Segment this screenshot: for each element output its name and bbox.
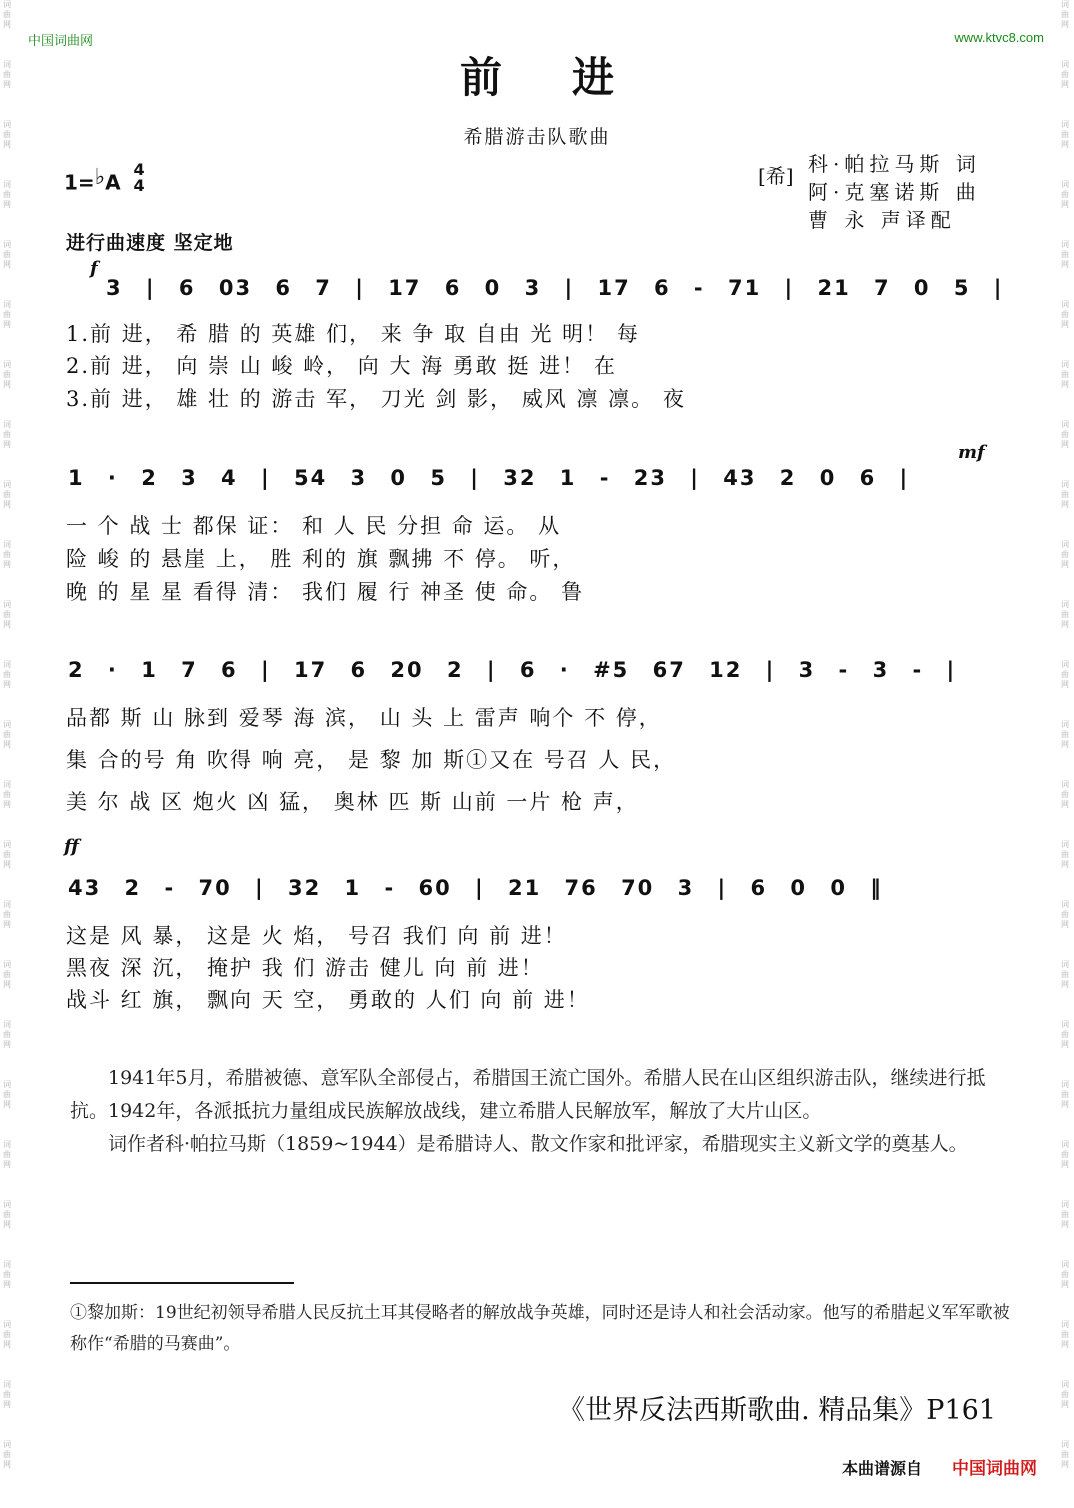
side-watermark-text: 词曲网 [3,1320,11,1349]
lyric-line: 3.前 进， 雄 壮 的 游击 军， 刀光 剑 影， 威风 凛 凛。 夜 [66,387,686,411]
side-watermark-text: 词曲网 [3,960,11,989]
side-watermark-text: 词曲网 [1061,1320,1069,1349]
side-watermark-text: 词曲网 [3,360,11,389]
side-watermark-text: 词曲网 [1061,480,1069,509]
lyric-line: 品都 斯 山 脉到 爱琴 海 滨， 山 头 上 雷声 响个 不 停， [66,706,662,730]
time-signature [134,162,145,194]
side-watermark-text: 词曲网 [3,1080,11,1109]
side-watermark-text: 词曲网 [3,1200,11,1229]
song-title: 前进 [459,53,684,102]
side-watermark-text: 词曲网 [1061,1440,1069,1469]
side-watermark-text: 词曲网 [1061,1020,1069,1049]
side-watermark-text: 词曲网 [3,1020,11,1049]
side-watermark-text: 词曲网 [1061,360,1069,389]
site-name-watermark: 中国词曲网 [28,33,94,48]
song-notes [70,1062,1002,1161]
side-watermark-text: 词曲网 [1061,900,1069,929]
side-watermark-text: 词曲网 [3,1260,11,1289]
tempo-marking: 进行曲速度 坚定地 [66,232,234,254]
credit-origin: [希] [758,164,794,188]
dynamic-ff: ff [64,836,79,857]
notation-line: 3 | 6 03 6 7 | 17 6 0 3 | 17 6 - 71 | 21 7 0 5 | [106,276,1004,300]
side-watermark-text: 词曲网 [3,120,11,149]
lyric-line: 1.前 进， 希 腊 的 英雄 们， 来 争 取 自由 光 明！ 每 [66,322,640,346]
staff-system-4 [60,872,1010,916]
lyric-line: 黑夜 深 沉， 掩护 我 们 游击 健儿 向 前 进！ [66,956,544,980]
side-watermark-text: 词曲网 [1061,960,1069,989]
dynamic-f: f [90,258,98,279]
side-watermark-text: 词曲网 [3,420,11,449]
side-watermark-text: 词曲网 [3,600,11,629]
side-watermark-text: 词曲网 [1061,600,1069,629]
song-subtitle: 希腊游击队歌曲 [463,126,611,148]
side-watermark-text: 词曲网 [1061,420,1069,449]
footnote: ①黎加斯：19世纪初领导希腊人民反抗土耳其侵略者的解放战争英雄，同时还是诗人和社会活动家。他写的希腊起义军军歌被称作“希腊的马赛曲”。 [70,1303,1010,1354]
key-note: A [105,170,121,195]
side-watermark-text: 词曲网 [1061,1080,1069,1109]
side-watermark-text: 词曲网 [1061,1380,1069,1409]
side-watermark-text: 词曲网 [3,720,11,749]
lyric-line: 险 峻 的 悬崖 上， 胜 利的 旗 飘拂 不 停。 听， [66,547,576,571]
side-watermark-text: 词曲网 [3,540,11,569]
side-watermark-text: 词曲网 [1061,540,1069,569]
side-watermark-text: 词曲网 [3,780,11,809]
side-watermark-text: 词曲网 [3,300,11,329]
dynamic-mf: mf [958,442,985,463]
side-watermark-text: 词曲网 [1061,1260,1069,1289]
key-signature [64,160,145,218]
side-watermark-text: 词曲网 [3,1380,11,1409]
credit-lyricist: 科·帕拉马斯 词 [808,152,981,176]
side-watermark-text: 词曲网 [1061,180,1069,209]
side-watermark-text: 词曲网 [3,0,11,29]
side-watermark-text: 词曲网 [1061,1140,1069,1169]
side-watermark-text: 词曲网 [1061,840,1069,869]
left-watermark-strip [0,0,16,1508]
lyric-line: 晚 的 星 星 看得 清： 我们 履 行 神圣 使 命。 鲁 [66,580,585,604]
time-bottom: 4 [133,176,145,195]
staff-system-3 [60,654,1010,698]
footnote-divider [70,1282,294,1284]
notation-line: 43 2 - 70 | 32 1 - 60 | 21 76 70 3 | 6 0 0 ‖ [68,876,883,900]
side-watermark-text: 词曲网 [3,1440,11,1469]
source-citation: 《世界反法西斯歌曲. 精品集》P161 [558,1395,996,1426]
lyric-line: 美 尔 战 区 炮火 凶 猛， 奥林 匹 斯 山前 一片 枪 声， [66,790,639,814]
lyric-line: 战斗 红 旗， 飘向 天 空， 勇敢的 人们 向 前 进！ [66,988,590,1012]
side-watermark-text: 词曲网 [3,900,11,929]
side-watermark-text: 词曲网 [1061,780,1069,809]
credits [758,150,981,234]
lyric-line: 集 合的号 角 吹得 响 亮， 是 黎 加 斯①又在 号召 人 民， [66,748,677,772]
side-watermark-text: 词曲网 [1061,300,1069,329]
notes-paragraph: 1941年5月，希腊被德、意军队全部侵占，希腊国王流亡国外。希腊人民在山区组织游击队，继续进行抵抗。1942年，各派抵抗力量组成民族解放战线，建立希腊人民解放军，解放了大片山区。 [70,1067,986,1122]
side-watermark-text: 词曲网 [1061,0,1069,29]
flat-sign: ♭ [94,164,106,190]
staff-system-2 [60,462,1010,506]
lyric-line: 这是 风 暴， 这是 火 焰， 号召 我们 向 前 进！ [66,924,567,948]
footer-label: 本曲谱源自 [842,1459,923,1478]
side-watermark-text: 词曲网 [3,240,11,269]
notation-line: 2 · 1 7 6 | 17 6 20 2 | 6 · #5 67 12 | 3 - 3 - | [68,658,957,682]
lyric-line: 一 个 战 士 都保 证： 和 人 民 分担 命 运。 从 [66,514,562,538]
side-watermark-text: 词曲网 [1061,120,1069,149]
side-watermark-text: 词曲网 [3,180,11,209]
site-url-watermark: www.ktvc8.com [954,30,1044,45]
side-watermark-text: 词曲网 [3,1140,11,1169]
side-watermark-text: 词曲网 [3,660,11,689]
notation-line: 1 · 2 3 4 | 54 3 0 5 | 32 1 - 23 | 43 2 0 6 | [68,466,910,490]
side-watermark-text: 词曲网 [1061,240,1069,269]
side-watermark-text: 词曲网 [3,840,11,869]
side-watermark-text: 词曲网 [1061,60,1069,89]
right-watermark-strip [1058,0,1074,1508]
footer-site: 中国词曲网 [952,1459,1037,1479]
side-watermark-text: 词曲网 [3,480,11,509]
side-watermark-text: 词曲网 [1061,660,1069,689]
key-label: 1= [64,170,95,195]
credit-translator: 曹 永 声译配 [808,208,956,232]
credit-composer: 阿·克塞诺斯 曲 [808,180,981,204]
side-watermark-text: 词曲网 [3,60,11,89]
side-watermark-text: 词曲网 [1061,720,1069,749]
time-top: 4 [133,160,145,179]
notes-paragraph: 词作者科·帕拉马斯（1859~1944）是希腊诗人、散文作家和批评家，希腊现实主义新文学的奠基人。 [108,1133,968,1155]
lyric-line: 2.前 进， 向 崇 山 峻 岭， 向 大 海 勇敢 挺 进！ 在 [66,354,617,378]
side-watermark-text: 词曲网 [1061,1200,1069,1229]
staff-system-1 [60,272,1010,316]
